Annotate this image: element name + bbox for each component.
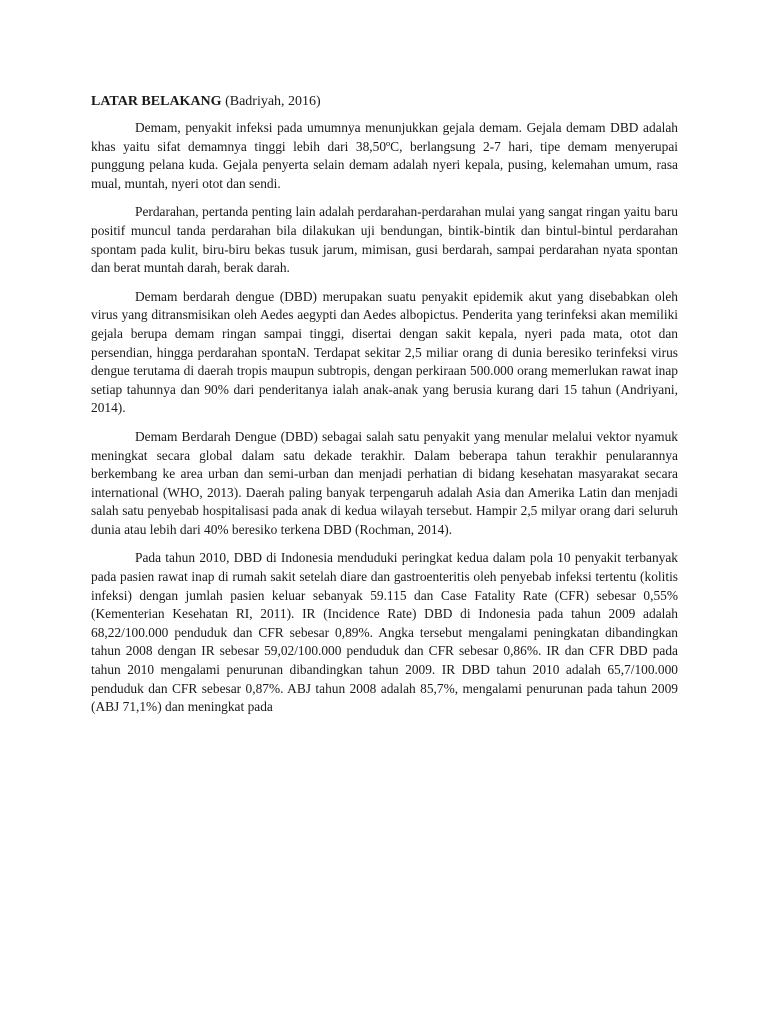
- section-title: LATAR BELAKANG: [91, 94, 222, 109]
- paragraph-demam: Demam, penyakit infeksi pada umumnya menunjukkan gejala demam. Gejala demam DBD adalah khas yaitu sifat demamnya tinggi lebih dari 38,50ºC, berlangsung 2-7 hari, tipe demam menyerupai punggung pelana kuda. Gejala penyerta selain demam adalah nyeri kepala, pusing, kelemahan umum, rasa mual, muntah, nyeri otot dan sendi.: [91, 120, 678, 191]
- paragraph-dbd-indonesia: Pada tahun 2010, DBD di Indonesia menduduki peringkat kedua dalam pola 10 penyakit terbanyak pada pasien rawat inap di rumah sakit setelah diare dan gastroenteritis oleh penyebab infeksi tertentu (kolitis infeksi) dengan jumlah pasien keluar sebanyak 59.115 dan Case Fatality Rate (CFR) sebesar 0,55% (Kementerian Kesehatan RI, 2011). IR (Incidence Rate) DBD di Indonesia pada tahun 2009 adalah 68,22/100.000 penduduk dan CFR sebesar 0,89%. Angka tersebut mengalami peningkatan dibandingkan tahun 2008 dengan IR sebesar 59,02/100.000 penduduk dan CFR sebesar 0,86%. IR dan CFR DBD pada tahun 2010 mengalami penurunan dibandingkan tahun 2009. IR DBD tahun 2010 adalah 65,7/100.000 penduduk dan CFR sebesar 0,87%. ABJ tahun 2008 adalah 85,7%, mengalami penurunan pada tahun 2009 (ABJ 71,1%) dan meningkat pada: [91, 550, 678, 715]
- section-citation: (Badriyah, 2016): [221, 94, 321, 109]
- section-heading: [91, 92, 678, 112]
- document-body: [91, 92, 678, 727]
- paragraph-dbd-epidemik: Demam berdarah dengue (DBD) merupakan suatu penyakit epidemik akut yang disebabkan oleh virus yang ditransmisikan oleh Aedes aegypti dan Aedes albopictus. Penderita yang terinfeksi akan memiliki gejala berupa demam ringan sampai tinggi, disertai dengan sakit kepala, nyeri pada mata, otot dan persendian, hingga perdarahan spontaN. Terdapat sekitar 2,5 miliar orang di dunia beresiko terinfeksi virus dengue terutama di daerah tropis maupun subtropis, dengan perkiraan 500.000 orang memerlukan rawat inap setiap tahunnya dan 90% dari penderitanya ialah anak-anak yang berusia kurang dari 15 tahun (Andriyani, 2014).: [91, 288, 678, 416]
- paragraph-dbd-global: Demam Berdarah Dengue (DBD) sebagai salah satu penyakit yang menular melalui vektor nyamuk meningkat secara global dalam satu dekade terakhir. Dalam beberapa tahun terakhir penularannya berkembang ke area urban dan semi-urban dan menjadi perhatian di bidang kesehatan masyarakat secara international (WHO, 2013). Daerah paling banyak terpengaruh adalah Asia dan Amerika Latin dan menjadi salah satu penyebab hospitalisasi pada anak di kedua wilayah tersebut. Hampir 2,5 milyar orang dari seluruh dunia atau lebih dari 40% beresiko terkena DBD (Rochman, 2014).: [91, 428, 678, 537]
- paragraph-perdarahan: Perdarahan, pertanda penting lain adalah perdarahan-perdarahan mulai yang sangat ringan yaitu baru positif muncul tanda perdarahan bila dilakukan uji bendungan, bintik-bintik dan bintul-bintul perdarahan spontam pada kulit, biru-biru bekas tusuk jarum, mimisan, gusi berdarah, sampai perdarahan nyata spontan dan berat muntah darah, berak darah.: [91, 204, 678, 276]
